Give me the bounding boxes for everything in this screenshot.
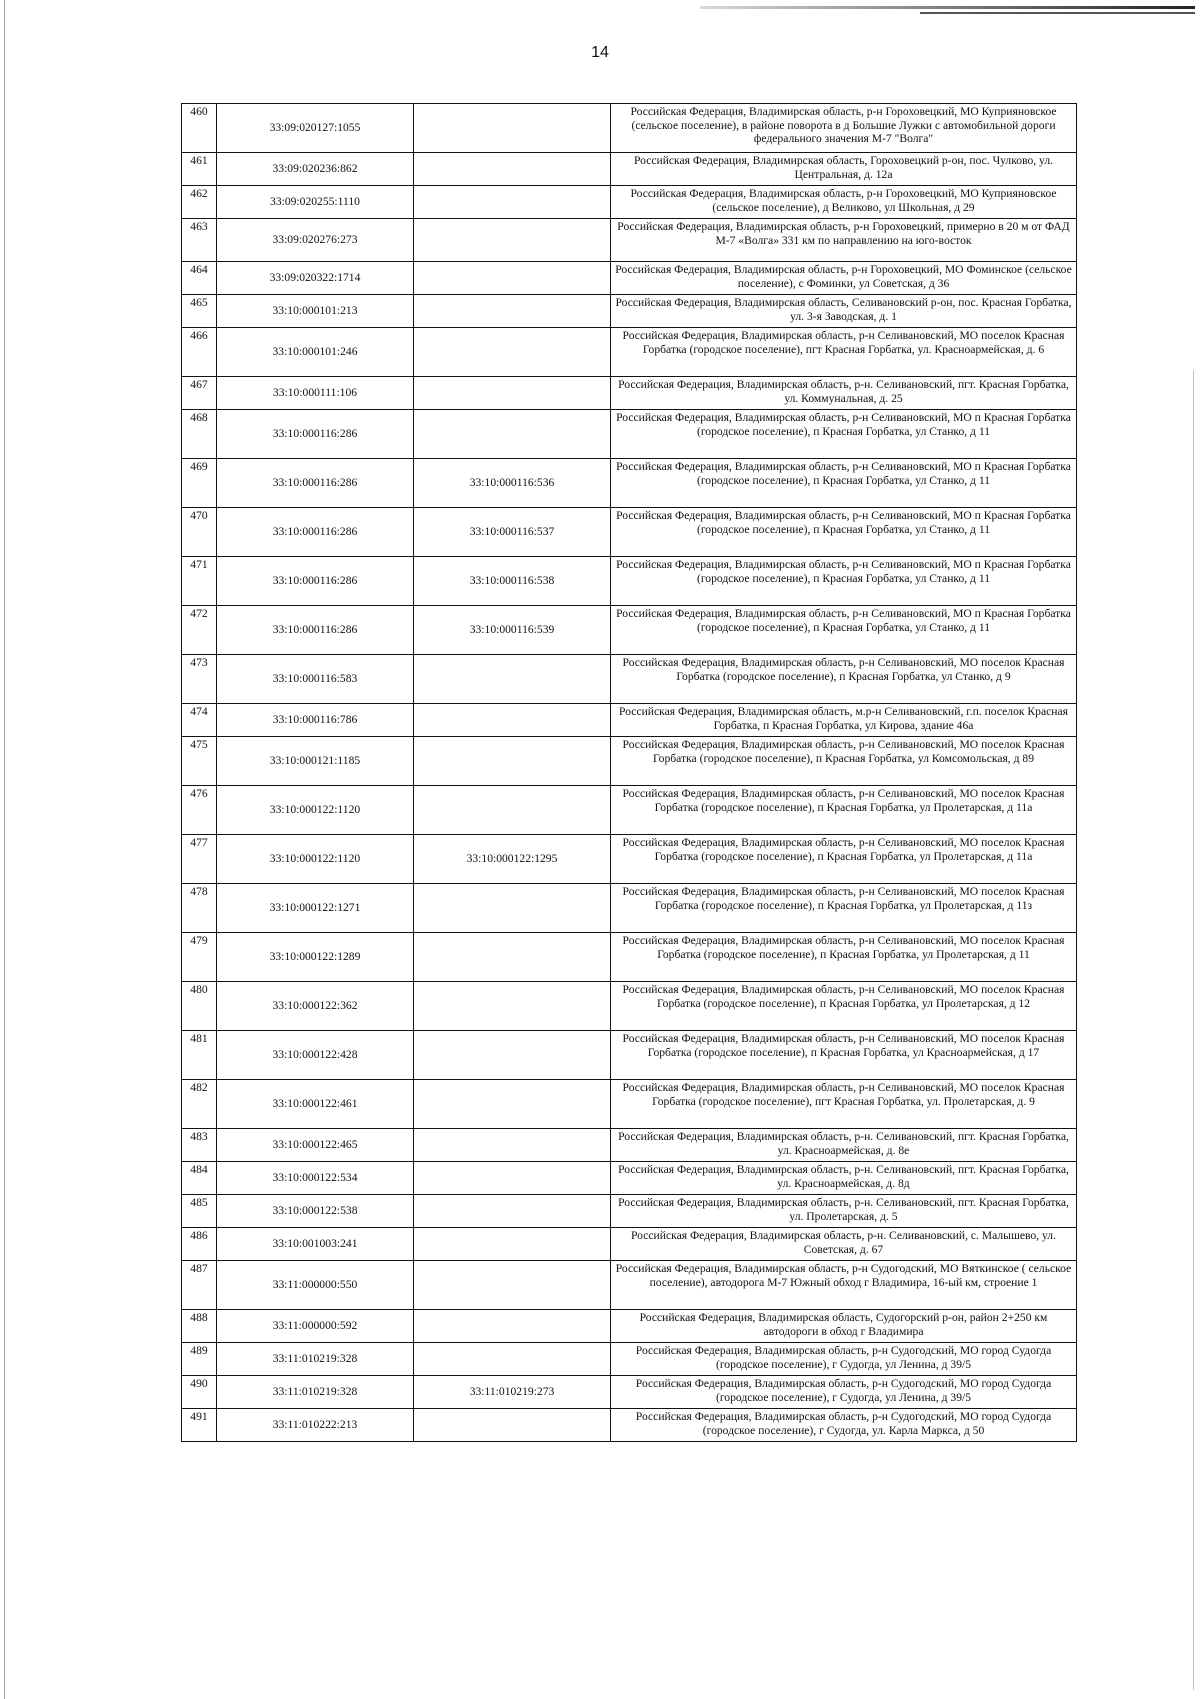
table-row bbox=[182, 328, 1077, 377]
related-cadastral-number-cell bbox=[414, 1195, 611, 1228]
address-cell: Российская Федерация, Владимирская область, р-н Селивановский, МО поселок Красная Горбатка (городское поселение), п Красная Горбатка, ул Пролетарская, д 11з bbox=[611, 884, 1077, 933]
cadastral-number-cell: 33:09:020255:1110 bbox=[217, 186, 414, 219]
address-cell: Российская Федерация, Владимирская область, р-н. Селивановский, с. Малышево, ул. Советская, д. 67 bbox=[611, 1228, 1077, 1261]
address-cell: Российская Федерация, Владимирская область, р-н. Селивановский, пгт. Красная Горбатка, ул. Красноармейская, д. 8е bbox=[611, 1129, 1077, 1162]
table-row bbox=[182, 459, 1077, 508]
row-number-cell: 465 bbox=[182, 295, 217, 328]
table-row bbox=[182, 1162, 1077, 1195]
row-number-cell: 460 bbox=[182, 104, 217, 153]
cadastral-number-cell: 33:10:000122:1271 bbox=[217, 884, 414, 933]
related-cadastral-number-cell bbox=[414, 1228, 611, 1261]
row-number-cell: 486 bbox=[182, 1228, 217, 1261]
row-number-cell: 471 bbox=[182, 557, 217, 606]
address-cell: Российская Федерация, Владимирская область, р-н Селивановский, МО п Красная Горбатка (городское поселение), п Красная Горбатка, ул Станко, д 11 bbox=[611, 459, 1077, 508]
cadastral-number-cell: 33:10:000116:286 bbox=[217, 410, 414, 459]
scan-edge-right bbox=[1193, 370, 1194, 1690]
row-number-cell: 468 bbox=[182, 410, 217, 459]
cadastral-number-cell: 33:11:010219:328 bbox=[217, 1376, 414, 1409]
table-row bbox=[182, 295, 1077, 328]
related-cadastral-number-cell bbox=[414, 295, 611, 328]
row-number-cell: 478 bbox=[182, 884, 217, 933]
row-number-cell: 466 bbox=[182, 328, 217, 377]
address-cell: Российская Федерация, Владимирская область, р-н Селивановский, МО п Красная Горбатка (городское поселение), п Красная Горбатка, ул Станко, д 11 bbox=[611, 606, 1077, 655]
cadastral-number-cell: 33:11:010222:213 bbox=[217, 1409, 414, 1442]
table-row bbox=[182, 1228, 1077, 1261]
table-row bbox=[182, 219, 1077, 262]
scan-edge-top-2 bbox=[920, 12, 1195, 14]
related-cadastral-number-cell: 33:11:010219:273 bbox=[414, 1376, 611, 1409]
row-number-cell: 485 bbox=[182, 1195, 217, 1228]
address-cell: Российская Федерация, Владимирская область, р-н Селивановский, МО поселок Красная Горбатка (городское поселение), п Красная Горбатка, ул Станко, д 9 bbox=[611, 655, 1077, 704]
row-number-cell: 476 bbox=[182, 786, 217, 835]
related-cadastral-number-cell bbox=[414, 262, 611, 295]
address-cell: Российская Федерация, Владимирская область, Селивановский р-он, пос. Красная Горбатка, ул. 3-я Заводская, д. 1 bbox=[611, 295, 1077, 328]
cadastral-number-cell: 33:09:020322:1714 bbox=[217, 262, 414, 295]
related-cadastral-number-cell: 33:10:000116:536 bbox=[414, 459, 611, 508]
cadastral-number-cell: 33:10:001003:241 bbox=[217, 1228, 414, 1261]
cadastral-number-cell: 33:10:000122:534 bbox=[217, 1162, 414, 1195]
address-cell: Российская Федерация, Владимирская область, р-н Судогодский, МО город Судогда (городское поселение), г Судогда, ул Ленина, д 39/5 bbox=[611, 1343, 1077, 1376]
address-cell: Российская Федерация, Владимирская область, р-н Судогодский, МО город Судогда (городское поселение), г Судогда, ул Ленина, д 39/5 bbox=[611, 1376, 1077, 1409]
table-row bbox=[182, 377, 1077, 410]
table-row bbox=[182, 1376, 1077, 1409]
row-number-cell: 477 bbox=[182, 835, 217, 884]
address-cell: Российская Федерация, Владимирская область, р-н. Селивановский, пгт. Красная Горбатка, ул. Коммунальная, д. 25 bbox=[611, 377, 1077, 410]
related-cadastral-number-cell bbox=[414, 1343, 611, 1376]
row-number-cell: 481 bbox=[182, 1031, 217, 1080]
cadastral-number-cell: 33:09:020236:862 bbox=[217, 153, 414, 186]
table-row bbox=[182, 1409, 1077, 1442]
cadastral-number-cell: 33:10:000101:213 bbox=[217, 295, 414, 328]
cadastral-number-cell: 33:10:000116:286 bbox=[217, 508, 414, 557]
row-number-cell: 483 bbox=[182, 1129, 217, 1162]
address-cell: Российская Федерация, Владимирская область, Гороховецкий р-он, пос. Чулково, ул. Центральная, д. 12а bbox=[611, 153, 1077, 186]
table-row bbox=[182, 1195, 1077, 1228]
table-row bbox=[182, 1310, 1077, 1343]
cadastral-number-cell: 33:09:020276:273 bbox=[217, 219, 414, 262]
cadastral-number-cell: 33:10:000122:428 bbox=[217, 1031, 414, 1080]
cadastral-number-cell: 33:11:000000:550 bbox=[217, 1261, 414, 1310]
table-row bbox=[182, 737, 1077, 786]
registry-table-body bbox=[182, 104, 1077, 1442]
cadastral-number-cell: 33:10:000122:362 bbox=[217, 982, 414, 1031]
table-row bbox=[182, 1261, 1077, 1310]
related-cadastral-number-cell: 33:10:000116:537 bbox=[414, 508, 611, 557]
row-number-cell: 474 bbox=[182, 704, 217, 737]
row-number-cell: 462 bbox=[182, 186, 217, 219]
address-cell: Российская Федерация, Владимирская область, р-н Селивановский, МО поселок Красная Горбатка (городское поселение), п Красная Горбатка, ул Пролетарская, д 11а bbox=[611, 835, 1077, 884]
cadastral-number-cell: 33:10:000116:286 bbox=[217, 557, 414, 606]
cadastral-number-cell: 33:10:000122:1289 bbox=[217, 933, 414, 982]
related-cadastral-number-cell bbox=[414, 737, 611, 786]
related-cadastral-number-cell bbox=[414, 786, 611, 835]
related-cadastral-number-cell bbox=[414, 1129, 611, 1162]
related-cadastral-number-cell bbox=[414, 1409, 611, 1442]
address-cell: Российская Федерация, Владимирская область, р-н Гороховецкий, МО Фоминское (сельское поселение), с Фоминки, ул Советская, д 36 bbox=[611, 262, 1077, 295]
related-cadastral-number-cell bbox=[414, 1080, 611, 1129]
cadastral-number-cell: 33:10:000122:465 bbox=[217, 1129, 414, 1162]
row-number-cell: 467 bbox=[182, 377, 217, 410]
related-cadastral-number-cell: 33:10:000116:539 bbox=[414, 606, 611, 655]
table-row bbox=[182, 982, 1077, 1031]
address-cell: Российская Федерация, Владимирская область, р-н Судогодский, МО Вяткинское ( сельское поселение), автодорога М-7 Южный обход г Владимира, 16-ый км, строение 1 bbox=[611, 1261, 1077, 1310]
page-number: 14 bbox=[591, 44, 609, 61]
related-cadastral-number-cell bbox=[414, 377, 611, 410]
row-number-cell: 479 bbox=[182, 933, 217, 982]
scan-edge-left bbox=[4, 0, 5, 1699]
address-cell: Российская Федерация, Владимирская область, р-н Селивановский, МО п Красная Горбатка (городское поселение), п Красная Горбатка, ул Станко, д 11 bbox=[611, 557, 1077, 606]
related-cadastral-number-cell bbox=[414, 328, 611, 377]
address-cell: Российская Федерация, Владимирская область, р-н Селивановский, МО поселок Красная Горбатка (городское поселение), п Красная Горбатка, ул Пролетарская, д 12 bbox=[611, 982, 1077, 1031]
cadastral-number-cell: 33:10:000122:1120 bbox=[217, 786, 414, 835]
table-row bbox=[182, 1129, 1077, 1162]
row-number-cell: 490 bbox=[182, 1376, 217, 1409]
row-number-cell: 463 bbox=[182, 219, 217, 262]
row-number-cell: 480 bbox=[182, 982, 217, 1031]
related-cadastral-number-cell bbox=[414, 933, 611, 982]
row-number-cell: 475 bbox=[182, 737, 217, 786]
address-cell: Российская Федерация, Владимирская область, р-н Селивановский, МО поселок Красная Горбатка (городское поселение), пгт Красная Горбатка, ул. Пролетарская, д. 9 bbox=[611, 1080, 1077, 1129]
row-number-cell: 482 bbox=[182, 1080, 217, 1129]
cadastral-number-cell: 33:10:000116:786 bbox=[217, 704, 414, 737]
cadastral-number-cell: 33:10:000116:286 bbox=[217, 606, 414, 655]
table-row bbox=[182, 933, 1077, 982]
related-cadastral-number-cell bbox=[414, 982, 611, 1031]
address-cell: Российская Федерация, Владимирская область, р-н Селивановский, МО п Красная Горбатка (городское поселение), п Красная Горбатка, ул Станко, д 11 bbox=[611, 410, 1077, 459]
cadastral-number-cell: 33:10:000122:538 bbox=[217, 1195, 414, 1228]
table-row bbox=[182, 410, 1077, 459]
address-cell: Российская Федерация, Владимирская область, р-н Селивановский, МО поселок Красная Горбатка (городское поселение), п Красная Горбатка, ул Красноармейская, д 17 bbox=[611, 1031, 1077, 1080]
registry-table bbox=[181, 103, 1077, 1442]
table-row bbox=[182, 606, 1077, 655]
address-cell: Российская Федерация, Владимирская область, р-н Гороховецкий, МО Куприяновское (сельское поселение), в районе поворота в д Большие Лужки с автомобильной дороги федерального значения М-7 "Волга" bbox=[611, 104, 1077, 153]
address-cell: Российская Федерация, Владимирская область, р-н Селивановский, МО п Красная Горбатка (городское поселение), п Красная Горбатка, ул Станко, д 11 bbox=[611, 508, 1077, 557]
table-row bbox=[182, 1343, 1077, 1376]
row-number-cell: 470 bbox=[182, 508, 217, 557]
address-cell: Российская Федерация, Владимирская область, р-н Судогодский, МО город Судогда (городское поселение), г Судогда, ул. Карла Маркса, д 50 bbox=[611, 1409, 1077, 1442]
cadastral-number-cell: 33:10:000111:106 bbox=[217, 377, 414, 410]
row-number-cell: 469 bbox=[182, 459, 217, 508]
related-cadastral-number-cell bbox=[414, 1031, 611, 1080]
table-row bbox=[182, 262, 1077, 295]
cadastral-number-cell: 33:11:000000:592 bbox=[217, 1310, 414, 1343]
related-cadastral-number-cell bbox=[414, 1162, 611, 1195]
row-number-cell: 464 bbox=[182, 262, 217, 295]
address-cell: Российская Федерация, Владимирская область, р-н Селивановский, МО поселок Красная Горбатка (городское поселение), пгт Красная Горбатка, ул. Красноармейская, д. 6 bbox=[611, 328, 1077, 377]
table-row bbox=[182, 153, 1077, 186]
cadastral-number-cell: 33:10:000122:461 bbox=[217, 1080, 414, 1129]
cadastral-number-cell: 33:10:000121:1185 bbox=[217, 737, 414, 786]
cadastral-number-cell: 33:10:000116:583 bbox=[217, 655, 414, 704]
table-row bbox=[182, 655, 1077, 704]
cadastral-number-cell: 33:10:000101:246 bbox=[217, 328, 414, 377]
address-cell: Российская Федерация, Владимирская область, р-н Селивановский, МО поселок Красная Горбатка (городское поселение), п Красная Горбатка, ул Пролетарская, д 11 bbox=[611, 933, 1077, 982]
row-number-cell: 491 bbox=[182, 1409, 217, 1442]
related-cadastral-number-cell bbox=[414, 219, 611, 262]
table-row bbox=[182, 104, 1077, 153]
cadastral-number-cell: 33:10:000116:286 bbox=[217, 459, 414, 508]
related-cadastral-number-cell: 33:10:000116:538 bbox=[414, 557, 611, 606]
address-cell: Российская Федерация, Владимирская область, р-н Гороховецкий, примерно в 20 м от ФАД М-7 «Волга» 331 км по направлению на юго-восток bbox=[611, 219, 1077, 262]
table-row bbox=[182, 835, 1077, 884]
related-cadastral-number-cell bbox=[414, 1310, 611, 1343]
table-row bbox=[182, 1031, 1077, 1080]
related-cadastral-number-cell bbox=[414, 104, 611, 153]
table-row bbox=[182, 884, 1077, 933]
row-number-cell: 488 bbox=[182, 1310, 217, 1343]
address-cell: Российская Федерация, Владимирская область, р-н. Селивановский, пгт. Красная Горбатка, ул. Красноармейская, д. 8д bbox=[611, 1162, 1077, 1195]
row-number-cell: 487 bbox=[182, 1261, 217, 1310]
row-number-cell: 472 bbox=[182, 606, 217, 655]
related-cadastral-number-cell bbox=[414, 655, 611, 704]
address-cell: Российская Федерация, Владимирская область, м.р-н Селивановский, г.п. поселок Красная Горбатка, п Красная Горбатка, ул Кирова, здание 46а bbox=[611, 704, 1077, 737]
address-cell: Российская Федерация, Владимирская область, р-н Гороховецкий, МО Куприяновское (сельское поселение), д Великово, ул Школьная, д 29 bbox=[611, 186, 1077, 219]
related-cadastral-number-cell bbox=[414, 704, 611, 737]
related-cadastral-number-cell bbox=[414, 186, 611, 219]
scan-edge-top bbox=[700, 6, 1195, 9]
row-number-cell: 473 bbox=[182, 655, 217, 704]
related-cadastral-number-cell bbox=[414, 1261, 611, 1310]
row-number-cell: 489 bbox=[182, 1343, 217, 1376]
address-cell: Российская Федерация, Владимирская область, р-н Селивановский, МО поселок Красная Горбатка (городское поселение), п Красная Горбатка, ул Комсомольская, д 89 bbox=[611, 737, 1077, 786]
row-number-cell: 484 bbox=[182, 1162, 217, 1195]
address-cell: Российская Федерация, Владимирская область, р-н. Селивановский, пгт. Красная Горбатка, ул. Пролетарская, д. 5 bbox=[611, 1195, 1077, 1228]
related-cadastral-number-cell bbox=[414, 153, 611, 186]
table-row bbox=[182, 1080, 1077, 1129]
table-row bbox=[182, 186, 1077, 219]
table-row bbox=[182, 508, 1077, 557]
related-cadastral-number-cell bbox=[414, 884, 611, 933]
table-row bbox=[182, 704, 1077, 737]
table-row bbox=[182, 786, 1077, 835]
address-cell: Российская Федерация, Владимирская область, Судогорский р-он, район 2+250 км автодороги в обход г Владимира bbox=[611, 1310, 1077, 1343]
row-number-cell: 461 bbox=[182, 153, 217, 186]
address-cell: Российская Федерация, Владимирская область, р-н Селивановский, МО поселок Красная Горбатка (городское поселение), п Красная Горбатка, ул Пролетарская, д 11а bbox=[611, 786, 1077, 835]
cadastral-number-cell: 33:11:010219:328 bbox=[217, 1343, 414, 1376]
related-cadastral-number-cell: 33:10:000122:1295 bbox=[414, 835, 611, 884]
related-cadastral-number-cell bbox=[414, 410, 611, 459]
cadastral-number-cell: 33:09:020127:1055 bbox=[217, 104, 414, 153]
table-row bbox=[182, 557, 1077, 606]
cadastral-number-cell: 33:10:000122:1120 bbox=[217, 835, 414, 884]
